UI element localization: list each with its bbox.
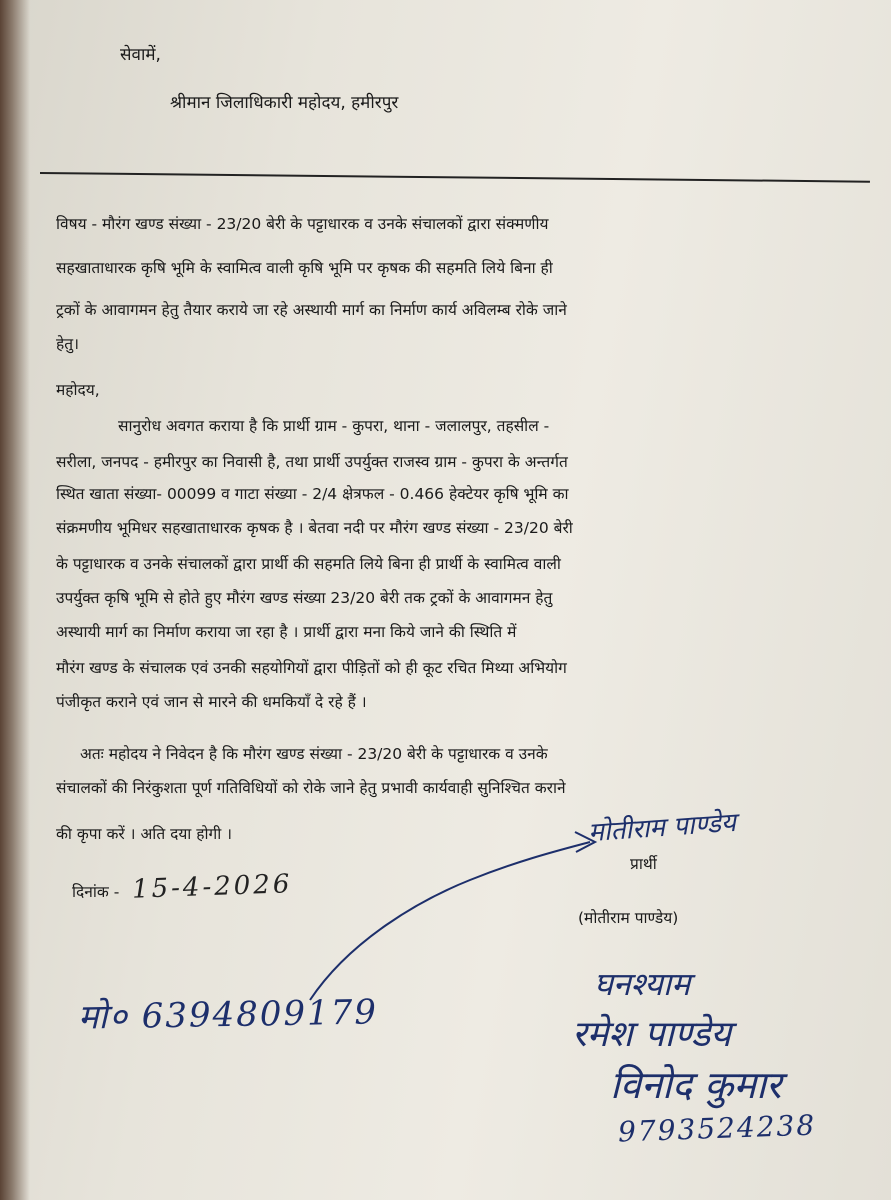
name-1: घनश्याम [594, 965, 691, 1003]
date-value: 15-4-2026 [131, 869, 293, 905]
phone-2: 9793524238 [617, 1108, 817, 1149]
body-line-3: स्थित खाता संख्या- 00099 व गाटा संख्या - 2/4 क्षेत्रफल - 0.466 हेक्टेयर कृषि भूमि का [56, 485, 569, 503]
body-line-7: अस्थायी मार्ग का निर्माण कराया जा रहा है । प्रार्थी द्वारा मना किये जाने की स्थिति में [56, 623, 517, 641]
subject-line-1: विषय - मौरंग खण्ड संख्या - 23/20 बेरी के पट्टाधारक व उनके संचालकों द्वारा संक्मणीय [56, 215, 549, 233]
request-line-3: की कृपा करें । अति दया होगी । [56, 825, 233, 843]
greeting: महोदय, [56, 381, 100, 399]
subject-line-3: ट्रकों के आवागमन हेतु तैयार कराये जा रहे अस्थायी मार्ग का निर्माण कार्य अविलम्ब रोके जाने [56, 301, 567, 319]
applicant-name: (मोतीराम पाण्डेय) [578, 909, 679, 927]
body-line-5: के पट्टाधारक व उनके संचालकों द्वारा प्रार्थी की सहमति लिये बिना ही प्रार्थी के स्वामित्व वाली [56, 555, 561, 573]
applicant-signature: मोतीराम पाण्डेय [587, 807, 737, 849]
applicant-label: प्रार्थी [630, 855, 657, 873]
body-line-2: सरीला, जनपद - हमीरपुर का निवासी है, तथा प्रार्थी उपर्युक्त राजस्व ग्राम - कुपरा के अन्तर्गत [56, 453, 568, 471]
body-line-8: मौरंग खण्ड के संचालक एवं उनकी सहयोगियों द्वारा पीड़ितों को ही कूट रचित मिथ्या अभियोग [56, 659, 567, 677]
body-line-9: पंजीकृत कराने एवं जान से मारने की धमकियाँ दे रहे हैं । [56, 693, 367, 711]
salutation: सेवामें, [120, 45, 161, 65]
request-line-2: संचालकों की निरंकुशता पूर्ण गतिविधियों को रोके जाने हेतु प्रभावी कार्यवाही सुनिश्चित कराने [56, 779, 566, 797]
date-label: दिनांक - [72, 883, 120, 901]
request-line-1: अतः महोदय ने निवेदन है कि मौरंग खण्ड संख्या - 23/20 बेरी के पट्टाधारक व उनके [80, 745, 548, 763]
subject-line-2: सहखाताधारक कृषि भूमि के स्वामित्व वाली कृषि भूमि पर कृषक की सहमति लिये बिना ही [56, 259, 553, 277]
body-line-4: संक्रमणीय भूमिधर सहखाताधारक कृषक है । बेतवा नदी पर मौरंग खण्ड संख्या - 23/20 बेरी [56, 519, 573, 537]
name-2: रमेश पाण्डेय [572, 1014, 732, 1055]
addressee: श्रीमान जिलाधिकारी महोदय, हमीरपुर [170, 93, 399, 113]
body-line-1: सानुरोध अवगत कराया है कि प्रार्थी ग्राम - कुपरा, थाना - जलालपुर, तहसील - [118, 417, 550, 435]
mobile-number: मो० 6394809179 [77, 992, 379, 1038]
subject-line-4: हेतु। [56, 335, 79, 353]
body-line-6: उपर्युक्त कृषि भूमि से होते हुए मौरंग खण्ड संख्या 23/20 बेरी तक ट्रकों के आवागमन हेतु [56, 589, 553, 607]
name-3: विनोद कुमार [610, 1063, 782, 1107]
